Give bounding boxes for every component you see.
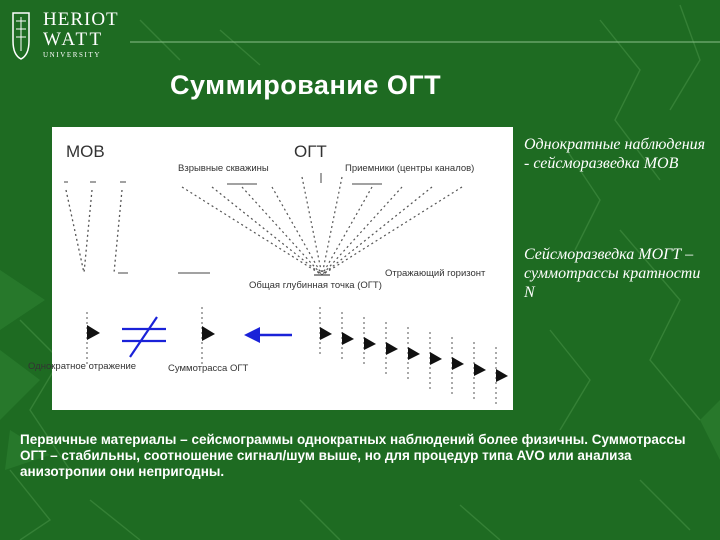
university-logo bbox=[12, 8, 119, 64]
crest-icon bbox=[12, 11, 30, 61]
slide-title: Суммирование ОГТ bbox=[170, 70, 442, 100]
figure-panel bbox=[28, 127, 513, 410]
label-single-reflection: Однократное отражение bbox=[28, 361, 137, 372]
logo-line-university: UNIVERSITY bbox=[43, 51, 101, 59]
label-stack-trace: Суммотрасса ОГТ bbox=[168, 363, 249, 374]
label-mov: МОВ bbox=[66, 142, 105, 161]
logo-line-watt: WATT bbox=[43, 29, 104, 50]
footer-text: Первичные материалы – сейсмограммы однократных наблюдений более физичны. Суммотрассы ОГТ – стабильны, соотношение сигнал/шум выше, но для процедур типа AVO или анализа анизотропии они непригодны. bbox=[20, 432, 686, 479]
label-shots: Взрывные скважины bbox=[178, 163, 269, 174]
label-receivers: Приемники (центры каналов) bbox=[345, 163, 475, 174]
label-ogt: ОГТ bbox=[294, 142, 327, 161]
label-cdp: Общая глубинная точка (ОГТ) bbox=[249, 280, 382, 291]
side-note-stack: Сейсморазведка МОГТ – суммотрассы кратности N bbox=[524, 246, 701, 301]
side-note-single: Однократные наблюдения - сейсморазведка МОВ bbox=[524, 136, 706, 172]
label-reflector: Отражающий горизонт bbox=[385, 268, 486, 279]
logo-line-heriot: HERIOT bbox=[43, 9, 119, 30]
